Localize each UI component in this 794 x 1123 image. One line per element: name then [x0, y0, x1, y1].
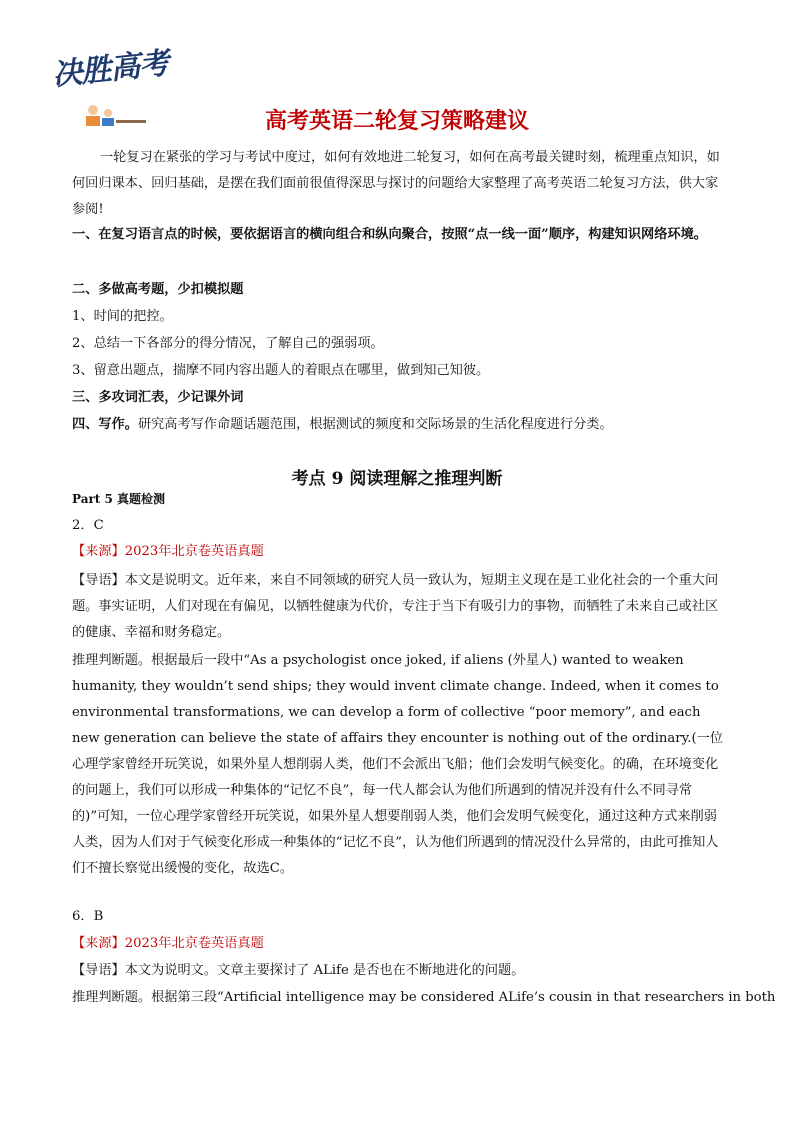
q1-source: 【来源】2023年北京卷英语真题 [72, 544, 264, 559]
tip-2: 二、多做高考题，少扣模拟题 [72, 282, 244, 297]
tip-4 [72, 415, 613, 435]
tip-4-text: 研究高考写作命题话题范围，根据测试的频度和交际场景的生活化程度进行分类。 [137, 417, 613, 432]
tip-2-sub-3: 3、留意出题点，揣摩不同内容出题人的着眼点在哪里，做到知己知彼。 [72, 363, 490, 378]
section-title: 考点 9 阅读理解之推理判断 [291, 469, 503, 489]
q1-guide: 【导语】本文是说明文。近年来，来自不同领域的研究人员一致认为，短期主义现在是工业化社会的一个重大问题。事实证明，人们对现在有偏见，以牺牲健康为代价，专注于当下有吸引力的事物，而牺牲了未来自己或社区的健康、幸福和财务稳定。 [72, 573, 719, 640]
q2-analysis: 推理判断题。根据第三段“Artificial intelligence may be considered ALife’s cousin in that researchers in both [72, 990, 776, 1005]
q2-answer: 6．B [72, 909, 104, 924]
tip-1: 一、在复习语言点的时候，要依据语言的横向组合和纵向聚合，按照“点一线一面”顺序，构建知识网络环境。 [72, 227, 707, 242]
q2-guide: 【导语】本文为说明文。文章主要探讨了 ALife 是否也在不断地进化的问题。 [72, 963, 525, 978]
tip-3: 三、多攻词汇表，少记课外词 [72, 390, 244, 405]
q1-answer: 2．C [72, 518, 104, 533]
logo-text: 决胜高考 [50, 46, 170, 93]
part-label: Part 5 真题检测 [72, 492, 166, 506]
tip-2-sub-2: 2、总结一下各部分的得分情况，了解自己的强弱项。 [72, 336, 384, 351]
page-title: 高考英语二轮复习策略建议 [264, 109, 529, 134]
q2-source: 【来源】2023年北京卷英语真题 [72, 936, 264, 951]
q1-analysis: 推理判断题。根据最后一段中“As a psychologist once joked, if aliens (外星人) wanted to weaken humanity, they wouldn’t send ships; they would invent climate change. Indeed, when it comes to environmental transformations, we can develop a form of collective “poor memory”, and each new generation can believe the state of affairs they encounter is nothing out of the ordinary.(一位心理学家曾经开玩笑说，如果外星人想削弱人类，他们不会派出飞船；他们会发明气候变化。的确，在环境变化的问题上，我们可以形成一种集体的“记忆不良”，每一代人都会认为他们所遇到的情况并没有什么不同寻常的)”可知，一位心理学家曾经开玩笑说，如果外星人想要削弱人类，他们会发明气候变化，通过这种方式来削弱人类，因为人们对于气候变化形成一种集体的“记忆不良”，认为他们所遇到的情况没什么异常的，由此可推知人们不擅长察觉出缓慢的变化，故选C。 [72, 653, 723, 876]
intro-paragraph: 一轮复习在紧张的学习与考试中度过，如何有效地进二轮复习，如何在高考最关键时刻，梳理重点知识，如何回归课本、回归基础，是摆在我们面前很值得深思与探讨的问题给大家整理了高考英语二轮复习方法，供大家参阅! [72, 150, 720, 217]
tip-4-label: 四、写作。 [72, 417, 138, 432]
tip-2-sub-1: 1、时间的把控。 [72, 309, 173, 324]
